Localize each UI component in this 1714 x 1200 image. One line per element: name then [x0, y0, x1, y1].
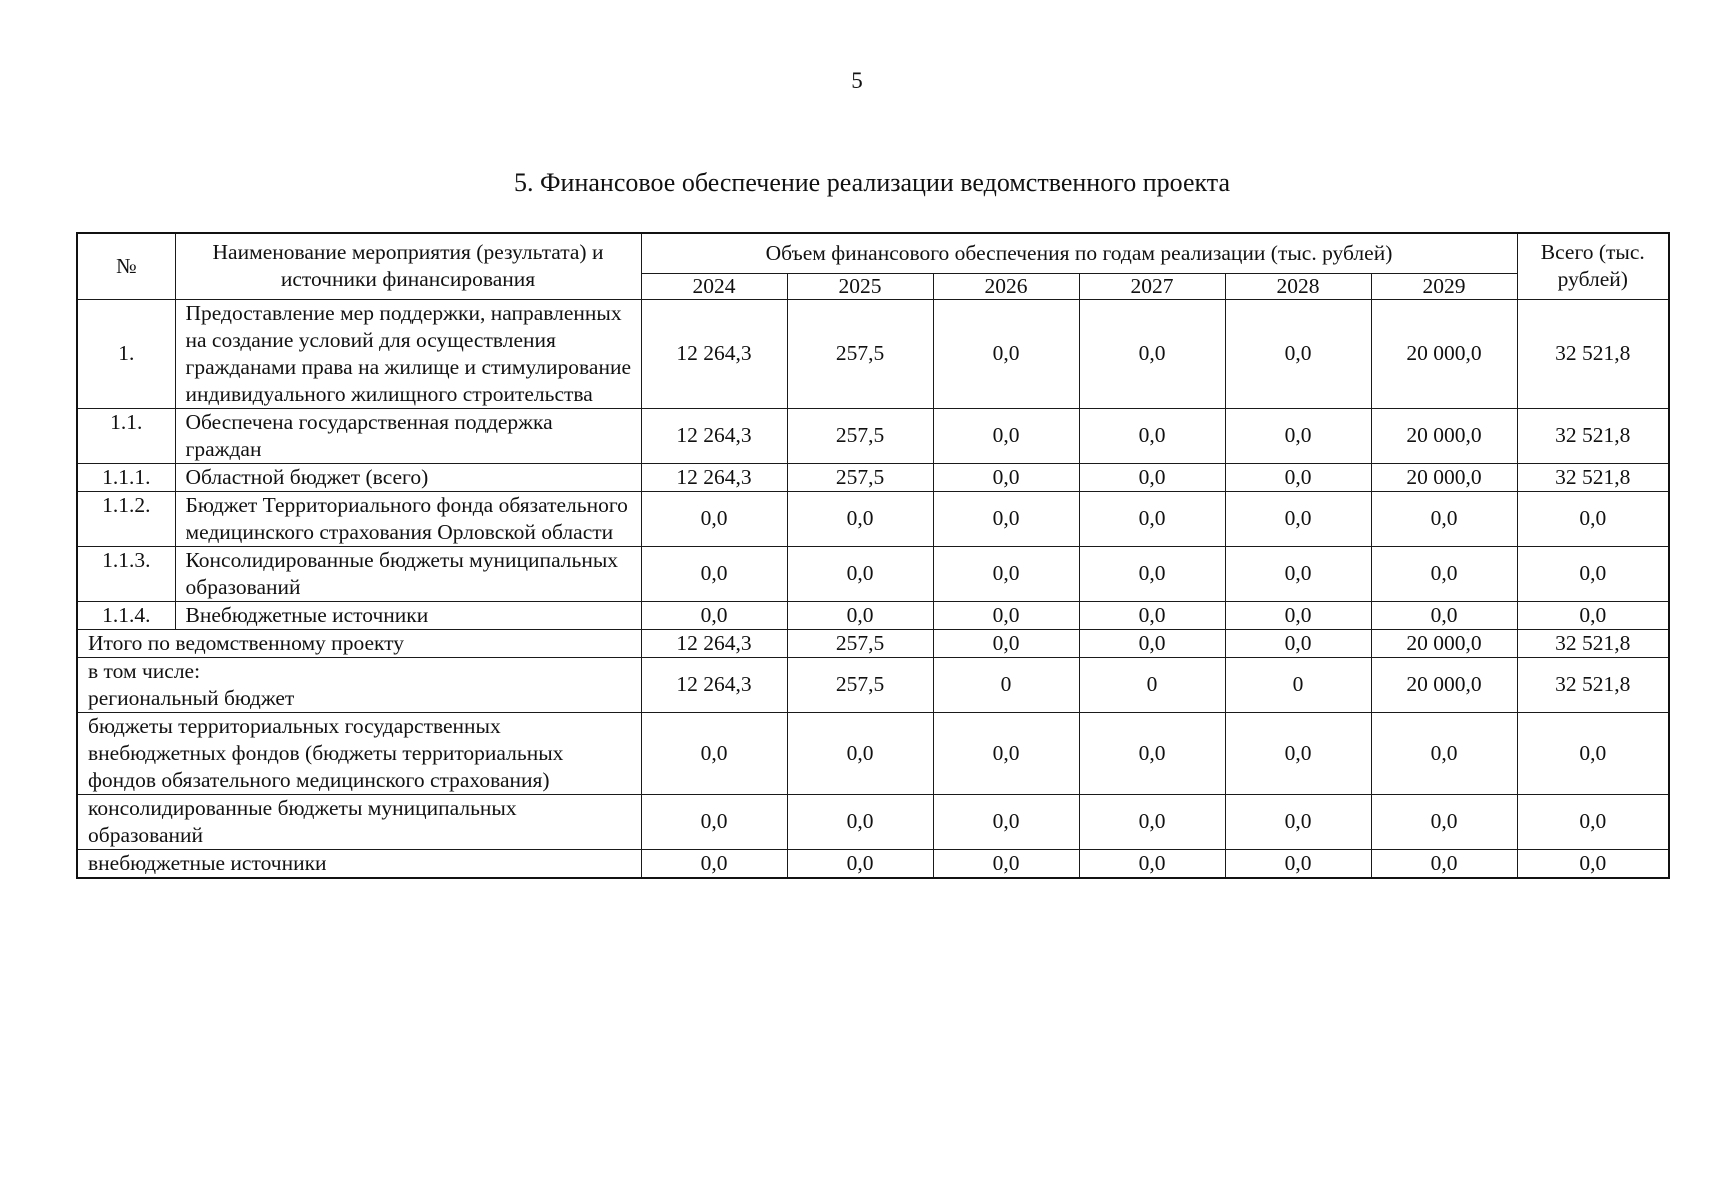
row-name: Обеспечена государственная поддержка граждан	[175, 408, 641, 463]
summary-row	[77, 657, 1669, 712]
value-cell: 0,0	[641, 794, 787, 849]
value-cell: 0,0	[933, 601, 1079, 629]
table-row	[77, 546, 1669, 601]
summary-label: консолидированные бюджеты муниципальных образований	[77, 794, 641, 849]
value-cell: 20 000,0	[1371, 408, 1517, 463]
summary-row	[77, 794, 1669, 849]
total-cell: 0,0	[1517, 546, 1669, 601]
value-cell: 0,0	[1079, 491, 1225, 546]
value-cell: 0,0	[1079, 546, 1225, 601]
value-cell: 12 264,3	[641, 463, 787, 491]
value-cell: 0,0	[1225, 601, 1371, 629]
value-cell: 20 000,0	[1371, 463, 1517, 491]
value-cell: 0,0	[1371, 546, 1517, 601]
table-row	[77, 463, 1669, 491]
header-total: Всего (тыс. рублей)	[1517, 233, 1669, 299]
header-year: 2025	[787, 273, 933, 299]
table-row	[77, 299, 1669, 408]
summary-label: бюджеты территориальных государственных внебюджетных фондов (бюджеты территориальных фондов обязательного медицинского страхования)	[77, 712, 641, 794]
value-cell: 257,5	[787, 408, 933, 463]
value-cell: 0	[933, 657, 1079, 712]
value-cell: 0,0	[1079, 849, 1225, 878]
value-cell: 0,0	[1079, 463, 1225, 491]
table-row	[77, 408, 1669, 463]
page-number: 5	[851, 68, 863, 93]
value-cell: 0,0	[933, 408, 1079, 463]
header-num: №	[77, 233, 175, 299]
value-cell: 0,0	[1225, 794, 1371, 849]
value-cell: 0,0	[1225, 463, 1371, 491]
table-row	[77, 491, 1669, 546]
value-cell: 0,0	[641, 849, 787, 878]
value-cell: 0,0	[1225, 849, 1371, 878]
value-cell: 0,0	[1371, 491, 1517, 546]
row-name: Областной бюджет (всего)	[175, 463, 641, 491]
row-name: Предоставление мер поддержки, направленных на создание условий для осуществления гражданами права на жилище и стимулирование индивидуального жилищного строительства	[175, 299, 641, 408]
value-cell: 0,0	[641, 601, 787, 629]
header-row	[77, 233, 1669, 273]
value-cell: 0,0	[1225, 408, 1371, 463]
value-cell: 0,0	[641, 491, 787, 546]
table-row	[77, 601, 1669, 629]
header-year: 2029	[1371, 273, 1517, 299]
value-cell: 12 264,3	[641, 629, 787, 657]
financing-table	[76, 232, 1670, 879]
value-cell: 0,0	[933, 849, 1079, 878]
value-cell: 0,0	[933, 463, 1079, 491]
value-cell: 0,0	[1371, 601, 1517, 629]
value-cell: 12 264,3	[641, 299, 787, 408]
value-cell: 0,0	[933, 794, 1079, 849]
row-name: Внебюджетные источники	[175, 601, 641, 629]
value-cell: 0,0	[787, 849, 933, 878]
total-cell: 32 521,8	[1517, 657, 1669, 712]
value-cell: 0,0	[933, 546, 1079, 601]
summary-label	[77, 657, 641, 712]
value-cell: 0,0	[933, 629, 1079, 657]
header-year: 2024	[641, 273, 787, 299]
value-cell: 0,0	[787, 601, 933, 629]
header-year: 2027	[1079, 273, 1225, 299]
value-cell: 0,0	[1079, 712, 1225, 794]
summary-row	[77, 629, 1669, 657]
header-year: 2028	[1225, 273, 1371, 299]
value-cell: 0,0	[1079, 629, 1225, 657]
value-cell: 0,0	[641, 712, 787, 794]
value-cell: 20 000,0	[1371, 299, 1517, 408]
row-name: Бюджет Территориального фонда обязательного медицинского страхования Орловской области	[175, 491, 641, 546]
value-cell: 0	[1079, 657, 1225, 712]
value-cell: 0,0	[1371, 849, 1517, 878]
summary-row	[77, 849, 1669, 878]
summary-label: Итого по ведомственному проекту	[77, 629, 641, 657]
row-num: 1.1.1.	[77, 463, 175, 491]
value-cell: 0,0	[1225, 712, 1371, 794]
value-cell: 0,0	[1225, 491, 1371, 546]
value-cell: 257,5	[787, 463, 933, 491]
value-cell: 0,0	[933, 491, 1079, 546]
value-cell: 0,0	[1079, 299, 1225, 408]
row-num: 1.1.4.	[77, 601, 175, 629]
header-year: 2026	[933, 273, 1079, 299]
value-cell: 0,0	[933, 299, 1079, 408]
row-num: 1.	[77, 299, 175, 408]
total-cell: 0,0	[1517, 712, 1669, 794]
section-title: 5. Финансовое обеспечение реализации ведомственного проекта	[514, 168, 1230, 197]
value-cell: 0,0	[1079, 601, 1225, 629]
value-cell: 0,0	[787, 712, 933, 794]
value-cell: 0,0	[787, 794, 933, 849]
header-volume: Объем финансового обеспечения по годам реализации (тыс. рублей)	[641, 233, 1517, 273]
total-cell: 0,0	[1517, 849, 1669, 878]
value-cell: 0,0	[1371, 794, 1517, 849]
value-cell: 0,0	[1225, 299, 1371, 408]
header-name: Наименование мероприятия (результата) и источники финансирования	[175, 233, 641, 299]
value-cell: 20 000,0	[1371, 629, 1517, 657]
value-cell: 0,0	[1371, 712, 1517, 794]
value-cell: 20 000,0	[1371, 657, 1517, 712]
row-name: Консолидированные бюджеты муниципальных образований	[175, 546, 641, 601]
row-num: 1.1.3.	[77, 546, 175, 601]
summary-label-line: региональный бюджет	[88, 685, 295, 710]
value-cell: 0	[1225, 657, 1371, 712]
summary-label-line: в том числе:	[88, 658, 201, 683]
value-cell: 0,0	[1079, 794, 1225, 849]
value-cell: 0,0	[1225, 629, 1371, 657]
value-cell: 257,5	[787, 299, 933, 408]
total-cell: 0,0	[1517, 601, 1669, 629]
value-cell: 0,0	[787, 546, 933, 601]
row-num: 1.1.	[77, 408, 175, 463]
value-cell: 0,0	[787, 491, 933, 546]
total-cell: 0,0	[1517, 794, 1669, 849]
value-cell: 257,5	[787, 657, 933, 712]
value-cell: 12 264,3	[641, 657, 787, 712]
summary-label: внебюджетные источники	[77, 849, 641, 878]
total-cell: 32 521,8	[1517, 299, 1669, 408]
summary-row	[77, 712, 1669, 794]
total-cell: 32 521,8	[1517, 408, 1669, 463]
total-cell: 0,0	[1517, 491, 1669, 546]
value-cell: 0,0	[1225, 546, 1371, 601]
value-cell: 12 264,3	[641, 408, 787, 463]
total-cell: 32 521,8	[1517, 629, 1669, 657]
value-cell: 257,5	[787, 629, 933, 657]
value-cell: 0,0	[641, 546, 787, 601]
row-num: 1.1.2.	[77, 491, 175, 546]
value-cell: 0,0	[933, 712, 1079, 794]
total-cell: 32 521,8	[1517, 463, 1669, 491]
value-cell: 0,0	[1079, 408, 1225, 463]
